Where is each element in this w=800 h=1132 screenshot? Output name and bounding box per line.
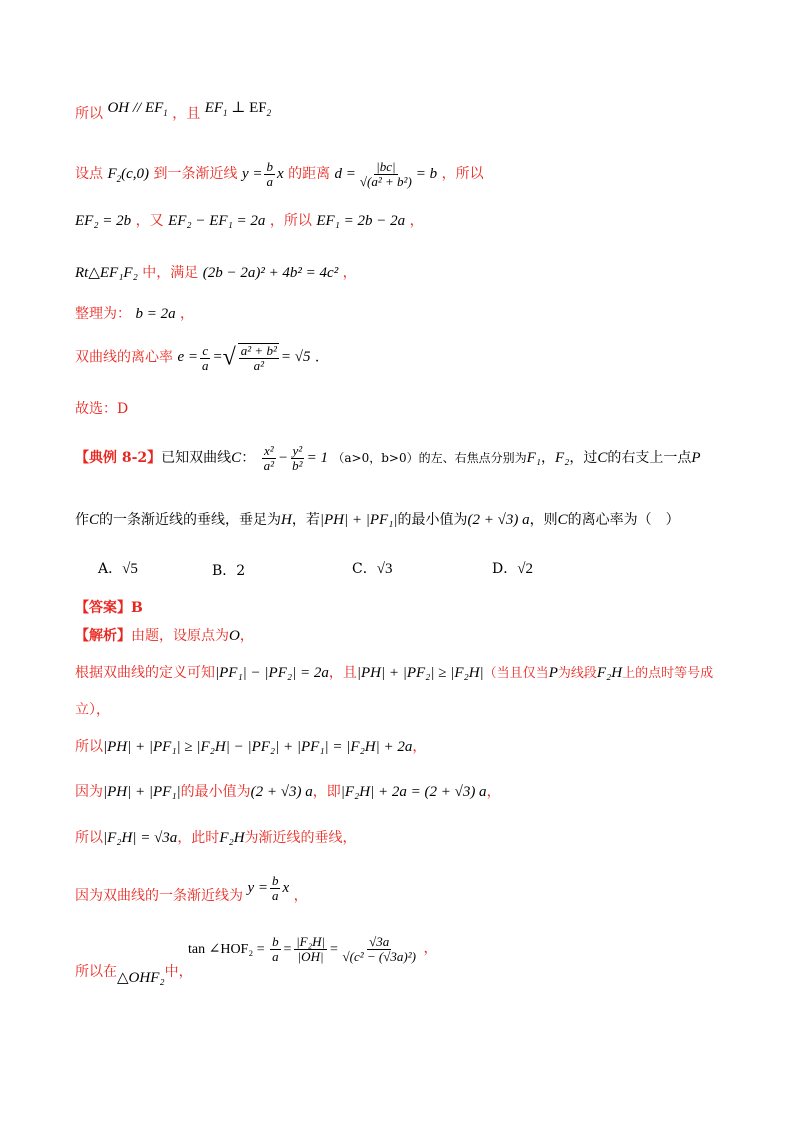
sqrt-symbol: √	[222, 345, 236, 371]
math-expression	[205, 100, 271, 116]
text: 双曲线的离心率	[75, 349, 173, 366]
fraction	[270, 935, 281, 964]
numerator: b	[271, 873, 279, 888]
math-expression: |PH| + |PF₂| ≥ |F₂H|	[356, 665, 484, 681]
text: 到一条渐近线	[153, 165, 238, 182]
denominator: a	[266, 174, 273, 189]
math-expression	[260, 443, 328, 473]
fraction	[358, 160, 414, 189]
text: 的距离	[288, 165, 331, 182]
numerator: c	[202, 342, 209, 358]
numerator: √3a	[369, 934, 390, 949]
math-text: y =	[241, 165, 263, 182]
text-line	[75, 511, 680, 529]
denominator: |OH|	[297, 949, 324, 964]
text: ，	[412, 739, 427, 755]
math-block	[188, 935, 437, 964]
math-expression	[247, 873, 290, 903]
math-sub: 1	[223, 108, 228, 118]
text-line	[75, 212, 424, 230]
text: 由题，设原点为	[131, 628, 229, 644]
math-expression	[241, 159, 284, 189]
choice-value: √5	[122, 561, 138, 577]
math-expression: |PH| + |PF₁| ≥ |F₂H| − |PF₂| + |PF₁| = |F₂H| + 2a	[103, 739, 413, 755]
text: ，所以	[441, 165, 484, 182]
math-expression: F₂H	[596, 665, 623, 681]
math-text: F	[107, 165, 117, 182]
math-text: =	[282, 941, 293, 957]
text: ，此时	[177, 830, 220, 846]
choice-d[interactable]	[492, 558, 533, 578]
text: ，	[423, 940, 438, 957]
numerator: |bc|	[376, 159, 396, 174]
math-expression	[334, 159, 438, 189]
text-line	[75, 100, 272, 128]
text: 上的点时等号成	[622, 666, 714, 681]
text: （a>0，b>0）的左、右焦点分别为	[332, 450, 527, 465]
text-line	[75, 160, 484, 189]
math-text: =	[329, 941, 339, 957]
text: 因为双曲线的一条渐近线为	[75, 887, 243, 904]
math-expression: |PF₁| − |PF₂| = 2a	[215, 665, 329, 681]
text-line	[75, 264, 357, 282]
text: ，	[180, 306, 195, 322]
text: 因为	[75, 784, 103, 800]
text-line	[75, 829, 357, 847]
math-sub: 1	[163, 108, 168, 118]
denominator: a	[271, 888, 279, 903]
math-expression: (2 + √3) a	[250, 784, 313, 800]
text: ，过	[569, 449, 598, 466]
text-line	[75, 873, 308, 911]
text: 的最小值为	[180, 784, 251, 800]
math-expression: F₂	[555, 449, 570, 466]
fraction	[264, 160, 275, 189]
math-expression: Rt△EF₁F₂	[75, 265, 138, 281]
text: 为线段	[557, 666, 597, 681]
text: ，	[239, 628, 254, 644]
choice-a[interactable]	[98, 558, 138, 578]
text-line	[75, 444, 701, 473]
math-expression: |F₂H| = √3a	[103, 830, 178, 846]
math-text: tan ∠HOF₂ =	[188, 941, 265, 957]
answer-choice-text: 故选：D	[75, 401, 129, 417]
denominator: √(a² + b²)	[359, 174, 412, 189]
text: 所以	[75, 739, 103, 755]
text: 所以	[75, 830, 103, 846]
math-text: ⊥ EF	[227, 100, 267, 116]
text-line	[75, 343, 319, 373]
choice-b[interactable]	[212, 560, 245, 580]
text: ：	[241, 449, 256, 466]
choice-label: C．	[352, 561, 377, 577]
math-expression: |PH| + |PF₁|	[319, 512, 398, 528]
text-line: 立），	[75, 702, 110, 718]
math-expression: |PH| + |PF₁|	[103, 784, 181, 800]
math-expression: EF₂ = 2b	[75, 213, 132, 229]
text: ，又	[135, 213, 164, 229]
math-expression: C	[597, 449, 608, 466]
text-line	[75, 627, 254, 645]
math-expression: EF₁ = 2b − 2a	[316, 213, 406, 229]
text: 已知双曲线	[161, 449, 232, 466]
math-sub: 2	[116, 173, 122, 184]
math-expression: b = 2a	[135, 306, 176, 322]
math-text: = 1	[306, 449, 328, 466]
choice-value: √2	[517, 561, 533, 577]
denominator: b²	[292, 458, 303, 473]
fraction	[238, 343, 279, 373]
text: ，且	[172, 106, 201, 122]
denominator: a²	[253, 358, 265, 373]
text-line	[75, 738, 426, 756]
choice-label: B．2	[212, 563, 246, 579]
math-text: x	[282, 879, 290, 896]
choice-c[interactable]	[352, 558, 392, 578]
analysis-tag: 【解析】	[75, 628, 131, 644]
text: 设点	[75, 165, 103, 182]
text: 根据双曲线的定义可知	[75, 665, 215, 681]
numerator: |F₂H|	[296, 934, 326, 949]
answer-line: 【答案】B	[75, 600, 143, 616]
text-line	[75, 664, 713, 683]
text: 中，	[164, 964, 193, 980]
math-text: EF	[204, 100, 224, 116]
text-line	[75, 305, 194, 323]
text: ，	[486, 784, 501, 800]
numerator: b	[272, 934, 279, 949]
text: 为渐近线的垂线，	[244, 830, 357, 846]
math-expression: F₂H	[219, 830, 245, 846]
choice-value: √3	[376, 561, 393, 577]
text: ，若	[291, 512, 320, 528]
math-text: (c,0)	[121, 165, 150, 182]
math-expression	[188, 934, 423, 964]
math-text: −	[278, 449, 289, 466]
text: 中，满足	[142, 265, 199, 281]
math-expression: △OHF₂	[117, 970, 165, 986]
fraction	[270, 874, 281, 903]
text: ，	[293, 887, 308, 904]
text: （当且仅当	[483, 666, 549, 681]
text: 的右支上一点	[607, 449, 692, 466]
text: 整理为：	[75, 306, 131, 322]
text: ，且	[328, 665, 357, 681]
denominator: a²	[263, 458, 275, 473]
math-expression: (2b − 2a)² + 4b² = 4c²	[202, 265, 339, 281]
math-expression: H	[281, 512, 292, 528]
numerator: y²	[292, 443, 303, 458]
math-text: x	[276, 165, 284, 182]
text: 的最小值为	[397, 512, 468, 528]
text: ，即	[312, 784, 341, 800]
math-sub: 2	[266, 108, 272, 118]
fraction	[341, 935, 418, 964]
math-text: e =	[177, 349, 198, 366]
numerator: x²	[264, 443, 274, 458]
math-expression	[177, 342, 311, 373]
math-expression: O	[229, 628, 240, 644]
math-expression	[107, 166, 149, 182]
fraction	[290, 444, 304, 473]
fraction	[200, 344, 211, 373]
denominator: √(c² − (√3a)²)	[342, 949, 416, 964]
fraction	[262, 444, 276, 473]
math-expression: C	[231, 449, 242, 466]
math-expression: C	[557, 512, 568, 528]
text: 的一条渐近线的垂线，垂足为	[99, 512, 282, 528]
math-expression: |F₂H| + 2a = (2 + √3) a	[340, 784, 487, 800]
denominator: a	[201, 357, 209, 373]
text: 的离心率为（ ）	[567, 512, 680, 528]
math-text: = √5	[280, 349, 311, 366]
math-expression: (2 + √3) a	[467, 512, 530, 528]
math-text: OH // EF	[107, 100, 164, 116]
fraction	[294, 935, 327, 964]
math-text: =	[212, 349, 223, 366]
numerator: a² + b²	[240, 343, 277, 358]
text: 所以在	[75, 964, 117, 980]
text: ，	[342, 265, 357, 281]
text: ，则	[529, 512, 558, 528]
math-expression: EF₂ − EF₁ = 2a	[168, 213, 266, 229]
math-text: y =	[247, 879, 268, 896]
example-tag: 【典例 8-2】	[75, 449, 162, 466]
math-text: d =	[334, 165, 356, 182]
text: .	[314, 349, 320, 366]
math-expression	[107, 100, 167, 116]
text: ，所以	[269, 213, 312, 229]
text-line	[75, 783, 501, 801]
text-line	[75, 963, 193, 986]
numerator: b	[266, 159, 273, 174]
choice-label: A．	[98, 561, 123, 577]
math-expression: F₁	[526, 449, 542, 466]
choice-label: D．	[492, 561, 518, 577]
text: 所以	[75, 106, 103, 122]
text: ，	[541, 449, 556, 466]
denominator: a	[272, 949, 279, 964]
math-expression: C	[89, 512, 100, 528]
math-expression: P	[548, 665, 558, 681]
text: ，	[409, 213, 424, 229]
math-text: = b	[415, 165, 438, 182]
math-expression: P	[691, 449, 701, 466]
text: 作	[75, 512, 89, 528]
